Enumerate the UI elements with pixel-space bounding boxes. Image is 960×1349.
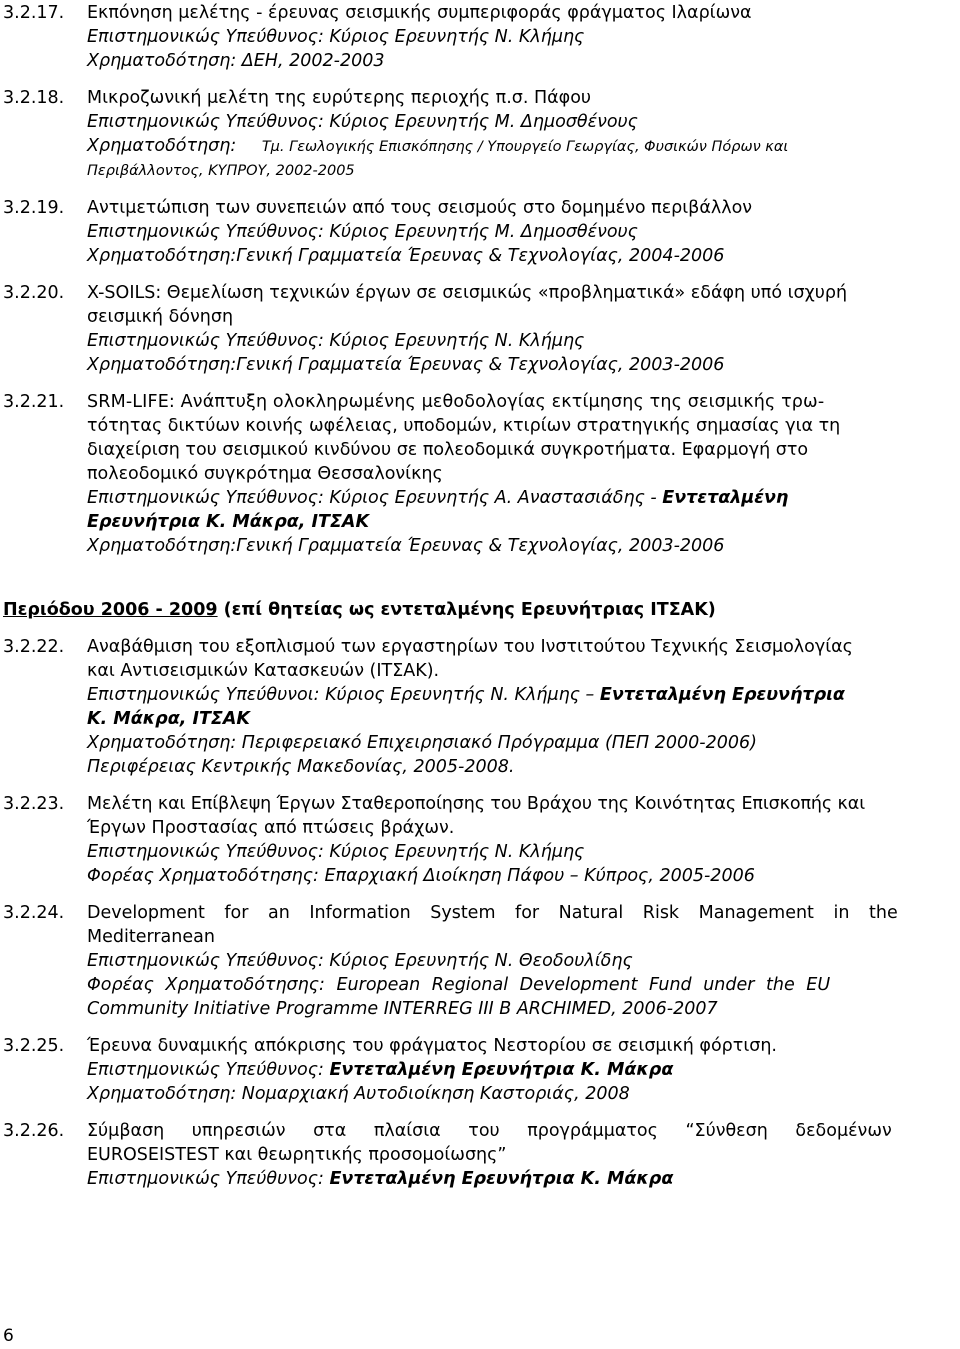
entry-funding: Χρηματοδότηση: ΔΕΗ, 2002-2003 — [87, 51, 385, 71]
entry-number: 3.2.19. — [3, 198, 65, 218]
document-page — [3, 1, 958, 1191]
entry-title-line-1: SRM-LIFE: Ανάπτυξη ολοκληρωμένης μεθοδολογίας εκτίμησης της σεισμικής τρω- — [87, 392, 825, 412]
entry-funding-line-2: Community Initiative Programme INTERREG III B ARCHIMED, 2006-2007 — [87, 999, 718, 1019]
entry-lead: Επιστημονικώς Υπεύθυνος: Κύριος Ερευνητής Ν. Κλήμης — [87, 842, 585, 862]
entry-funding — [87, 134, 958, 159]
entry-funding-line-1: Φορέας Χρηματοδότησης: European Regional Development Fund under the EU — [87, 975, 831, 995]
period-heading-rest: (επί θητείας ως εντεταλμένης Ερευνήτριας ΙΤΣΑΚ) — [217, 600, 716, 620]
entry-lead — [87, 683, 958, 707]
entry-funding-line-2: Περιφέρειας Κεντρικής Μακεδονίας, 2005-2008. — [87, 757, 515, 777]
entry-number: 3.2.26. — [3, 1121, 65, 1141]
entry-title: Εκπόνηση μελέτης - έρευνας σεισμικής συμπεριφοράς φράγματος Ιλαρίωνα — [87, 3, 752, 23]
entry-title: Μικροζωνική μελέτη της ευρύτερης περιοχής π.σ. Πάφου — [87, 88, 592, 108]
entry-funding: Χρηματοδότηση: Νομαρχιακή Αυτοδιοίκηση Καστοριάς, 2008 — [87, 1084, 630, 1104]
period-heading-underlined: Περιόδου 2006 - 2009 — [3, 600, 218, 620]
entry-lead: Επιστημονικώς Υπεύθυνος: Κύριος Ερευνητής Μ. Δημοσθένους — [87, 112, 638, 132]
entry-title-line-1: Αναβάθμιση του εξοπλισμού των εργαστηρίων του Ινστιτούτου Τεχνικής Σεισμολογίας — [87, 637, 853, 657]
entry-number: 3.2.25. — [3, 1036, 65, 1056]
lead-text: Επιστημονικώς Υπεύθυνος: — [87, 1060, 324, 1080]
funding-source-cont: Περιβάλλοντος, ΚΥΠΡΟΥ, 2002-2005 — [87, 163, 355, 179]
entry-number: 3.2.18. — [3, 88, 65, 108]
lead-emphasis: Εντεταλμένη Ερευνήτρια Κ. Μάκρα — [329, 1060, 674, 1080]
lead-text: Επιστημονικώς Υπεύθυνοι: Κύριος Ερευνητής Ν. Κλήμης – — [87, 685, 595, 705]
entry-title-line-4: πολεοδομικό συγκρότημα Θεσσαλονίκης — [87, 464, 443, 484]
project-entry-3-2-25 — [3, 1034, 958, 1106]
lead-text: Επιστημονικώς Υπεύθυνος: — [87, 1169, 324, 1189]
entry-title: Αντιμετώπιση των συνεπειών από τους σεισμούς στο δομημένο περιβάλλον — [87, 198, 753, 218]
entry-title-line-2: σεισμική δόνηση — [87, 307, 234, 327]
entry-title-line-2: Έργων Προστασίας από πτώσεις βράχων. — [87, 818, 455, 838]
project-entry-3-2-26 — [3, 1119, 958, 1191]
entry-number: 3.2.20. — [3, 283, 65, 303]
entry-number: 3.2.21. — [3, 392, 65, 412]
entry-title-line-2: και Αντισεισμικών Κατασκευών (ΙΤΣΑΚ). — [87, 661, 440, 681]
entry-lead — [87, 486, 958, 510]
page-number: 6 — [3, 1326, 14, 1346]
entry-title-line-2: EUROSEISTEST και θεωρητικής προσομοίωσης” — [87, 1145, 507, 1165]
entry-funding: Χρηματοδότηση:Γενική Γραμματεία Έρευνας & Τεχνολογίας, 2004-2006 — [87, 246, 725, 266]
entry-lead — [87, 1167, 958, 1191]
entry-title-line-2: Mediterranean — [87, 927, 215, 947]
funding-source: Τμ. Γεωλογικής Επισκόπησης / Υπουργείο Γεωργίας, Φυσικών Πόρων και — [261, 139, 789, 155]
entry-lead — [87, 1058, 958, 1082]
lead-emphasis-cont: Κ. Μάκρα, ΙΤΣΑΚ — [87, 709, 250, 729]
lead-text: Επιστημονικώς Υπεύθυνος: Κύριος Ερευνητής Α. Αναστασιάδης - — [87, 488, 657, 508]
entry-title-line-1: Μελέτη και Επίβλεψη Έργων Σταθεροποίησης του Βράχου της Κοινότητας Επισκοπής και — [87, 794, 866, 814]
entry-title-line-2: τότητας δικτύων κοινής ωφέλειας, υποδομών, κτιρίων στρατηγικής σημασίας για τη — [87, 416, 841, 436]
project-entry-3-2-18 — [3, 86, 958, 183]
project-entry-3-2-21 — [3, 390, 958, 558]
entry-number: 3.2.23. — [3, 794, 65, 814]
period-heading — [3, 598, 958, 622]
entry-title-line-1: Development for an Information System for Natural Risk Management in the — [87, 903, 898, 923]
funding-label: Χρηματοδότηση: — [87, 136, 237, 156]
entry-lead: Επιστημονικώς Υπεύθυνος: Κύριος Ερευνητής Ν. Θεοδουλίδης — [87, 951, 633, 971]
entry-number: 3.2.22. — [3, 637, 65, 657]
entry-funding: Χρηματοδότηση:Γενική Γραμματεία Έρευνας & Τεχνολογίας, 2003-2006 — [87, 536, 725, 556]
project-entry-3-2-23 — [3, 792, 958, 888]
project-entry-3-2-24 — [3, 901, 958, 1021]
entry-title-line-1: Σύμβαση υπηρεσιών στα πλαίσια του προγράμματος “Σύνθεση δεδομένων — [87, 1121, 892, 1141]
entry-lead: Επιστημονικώς Υπεύθυνος: Κύριος Ερευνητής Ν. Κλήμης — [87, 27, 585, 47]
lead-emphasis: Εντεταλμένη — [662, 488, 789, 508]
entry-number: 3.2.17. — [3, 3, 65, 23]
entry-funding-line-1: Χρηματοδότηση: Περιφερειακό Επιχειρησιακό Πρόγραμμα (ΠΕΠ 2000-2006) — [87, 733, 757, 753]
project-entry-3-2-17 — [3, 1, 958, 73]
entry-title-line-1: X-SOILS: Θεμελίωση τεχνικών έργων σε σεισμικώς «προβληματικά» εδάφη υπό ισχυρή — [87, 283, 848, 303]
project-entry-3-2-19 — [3, 196, 958, 268]
project-entry-3-2-20 — [3, 281, 958, 377]
lead-emphasis: Εντεταλμένη Ερευνήτρια — [599, 685, 845, 705]
entry-funding: Χρηματοδότηση:Γενική Γραμματεία Έρευνας & Τεχνολογίας, 2003-2006 — [87, 355, 725, 375]
entry-funding: Φορέας Χρηματοδότησης: Επαρχιακή Διοίκηση Πάφου – Κύπρος, 2005-2006 — [87, 866, 755, 886]
lead-emphasis: Εντεταλμένη Ερευνήτρια Κ. Μάκρα — [329, 1169, 674, 1189]
project-entry-3-2-22 — [3, 635, 958, 779]
entry-lead: Επιστημονικώς Υπεύθυνος: Κύριος Ερευνητής Μ. Δημοσθένους — [87, 222, 638, 242]
entry-title: Έρευνα δυναμικής απόκρισης του φράγματος Νεστορίου σε σεισμική φόρτιση. — [87, 1036, 777, 1056]
entry-title-line-3: διαχείριση του σεισμικού κινδύνου σε πολεοδομικά συγκροτήματα. Εφαρμογή στο — [87, 440, 809, 460]
entry-lead: Επιστημονικώς Υπεύθυνος: Κύριος Ερευνητής Ν. Κλήμης — [87, 331, 585, 351]
lead-emphasis-cont: Ερευνήτρια Κ. Μάκρα, ΙΤΣΑΚ — [87, 512, 370, 532]
entry-number: 3.2.24. — [3, 903, 65, 923]
